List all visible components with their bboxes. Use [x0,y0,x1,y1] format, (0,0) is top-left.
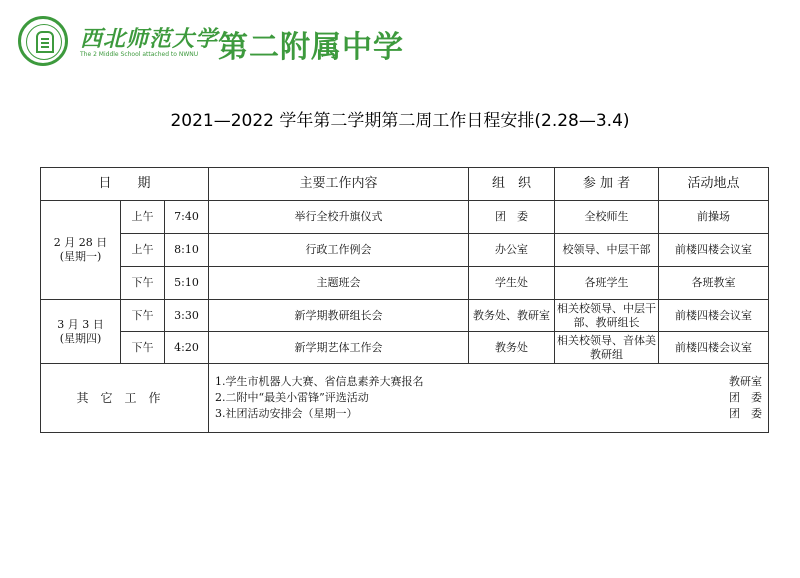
list-item [215,390,762,406]
other-work-label: 其它工作 [41,364,209,433]
date-cell [41,300,121,364]
date-text: 2 月 28 日 [53,236,108,249]
location-cell: 各班教室 [659,267,769,300]
time-cell: 3:30 [165,300,209,332]
participants-cell [555,300,659,332]
other-work-row [41,364,769,433]
participants-cell: 全校师生 [555,201,659,234]
location-cell: 前楼四楼会议室 [659,300,769,332]
date-text: 3 月 3 日 [57,317,104,331]
school-header [18,16,438,72]
school-subtitle: The 2 Middle School attached to NWNU [80,51,199,58]
content-cell: 新学期艺体工作会 [209,332,469,364]
weekday-text: (星期一) [59,250,102,263]
document-title: 2021—2022 学年第二学期第二周工作日程安排(2.28—3.4) [170,111,630,131]
header-location: 活动地点 [659,168,769,201]
participants-cell: 校领导、中层干部 [555,234,659,267]
org-cell: 教务处 [469,332,555,364]
participants-cell: 各班学生 [555,267,659,300]
participants-line: 部、教研组长 [573,315,640,329]
time-cell: 5:10 [165,267,209,300]
content-cell: 主题班会 [209,267,469,300]
table-row [41,234,769,267]
date-cell [41,201,121,300]
table-row [41,201,769,234]
school-seal-logo [18,16,68,66]
other-item-text: 1.学生市机器人大赛、省信息素养大赛报名 [215,375,424,388]
header-org: 组 织 [469,168,555,201]
list-item [215,374,762,390]
period-cell: 下午 [121,332,165,364]
content-cell: 新学期教研组长会 [209,300,469,332]
other-item-text: 2.二附中“最美小雷锋”评选活动 [215,391,369,404]
location-cell: 前楼四楼会议室 [659,234,769,267]
header-participants: 参 加 者 [555,168,659,201]
participants-line: 相关校领导、中层干 [557,301,657,315]
school-department: 第二附属中学 [218,30,404,65]
period-cell: 上午 [121,201,165,234]
header-content: 主要工作内容 [209,168,469,201]
other-work-list [209,364,769,433]
weekday-text: (星期四) [59,331,102,345]
time-cell: 8:10 [165,234,209,267]
header-date: 日 期 [41,168,209,201]
other-item-org: 团 委 [729,391,763,404]
participants-cell [555,332,659,364]
location-cell: 前操场 [659,201,769,234]
participants-line: 相关校领导、音体美 [557,333,657,347]
org-cell: 团 委 [469,201,555,234]
location-cell: 前楼四楼会议室 [659,332,769,364]
other-item-text: 3.社团活动安排会（星期一） [215,407,358,420]
schedule-table [40,167,769,433]
other-item-org: 团 委 [729,407,763,420]
org-cell: 学生处 [469,267,555,300]
table-row [41,267,769,300]
table-row [41,300,769,332]
list-item [215,406,762,422]
org-cell: 办公室 [469,234,555,267]
table-header-row [41,168,769,201]
content-cell: 行政工作例会 [209,234,469,267]
table-row [41,332,769,364]
time-cell: 7:40 [165,201,209,234]
org-cell: 教务处、教研室 [469,300,555,332]
period-cell: 下午 [121,267,165,300]
time-cell: 4:20 [165,332,209,364]
content-cell: 举行全校升旗仪式 [209,201,469,234]
other-item-org: 教研室 [729,375,763,388]
participants-line: 教研组 [590,347,624,361]
period-cell: 上午 [121,234,165,267]
school-name: 西北师范大学 [80,26,219,52]
period-cell: 下午 [121,300,165,332]
